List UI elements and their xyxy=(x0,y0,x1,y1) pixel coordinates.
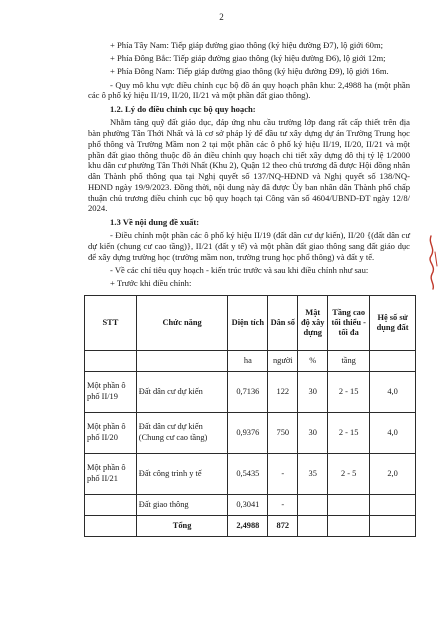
table-header-row xyxy=(85,295,416,350)
cell-floors xyxy=(328,494,370,515)
cell-stt: Một phần ô phố II/20 xyxy=(85,412,137,453)
boundary-southeast: + Phía Đông Nam: Tiếp giáp đường giao thông (ký hiệu đường Đ9), lộ giới 16m. xyxy=(110,66,389,77)
unit-area: ha xyxy=(228,350,268,371)
table-unit-row xyxy=(85,350,416,371)
scope-paragraph: - Quy mô khu vực điều chỉnh cục bộ đồ án quy hoạch phân khu: 2,4988 ha (một phần các ô phố ký hiệu II/19, II/20, II/21 và một phần đất giao thông). xyxy=(88,79,410,101)
cell-floors: 2 - 5 xyxy=(328,453,370,494)
header-stt: STT xyxy=(85,295,137,350)
table-row xyxy=(85,494,416,515)
unit-population: người xyxy=(268,350,298,371)
section-heading-1-3: 1.3 Về nội dung đề xuất: xyxy=(110,217,200,228)
header-area: Diện tích xyxy=(228,295,268,350)
cell-floors: 2 - 15 xyxy=(328,412,370,453)
reason-paragraph: Nhằm tăng quỹ đất giáo dục, đáp ứng nhu cầu trường lớp đang rất cấp thiết trên địa bàn phường Tân Thới Nhất và là cơ sở pháp lý để đầu tư xây dựng dự án Trường Trung học phổ thông và Trường Mầm non 2 tại một phần các ô phố ký hiệu II/19, II/20, II/21 và một phần đất giao thông thuộc đồ án điều chỉnh quy hoạch chi tiết xây dựng đô thị tỷ lệ 1/2000 khu dân cư phường Tân Thới Nhất (Khu 2), Quận 12 theo chủ trương đã được Hội đồng nhân dân Thành phố thông qua tại Nghị quyết số 137/NQ-HĐND và Nghị quyết số 138/NQ-HĐND ngày 19/9/2023. Đồng thời, nội dung này đã được Ủy ban nhân dân Thành phố chấp thuận chủ trương điều chỉnh cục bộ quy hoạch tại Công văn số 4604/UBND-ĐT ngày 12/8/ 2024. xyxy=(88,117,410,214)
boundary-southwest: + Phía Tây Nam: Tiếp giáp đường giao thông (ký hiệu đường Đ7), lộ giới 60m; xyxy=(110,40,384,50)
cell-area: 0,7136 xyxy=(228,371,268,412)
cell-stt: Một phần ô phố II/21 xyxy=(85,453,137,494)
header-land-use-ratio: Hệ số sử dụng đất xyxy=(370,295,416,350)
before-adjustment-item: + Trước khi điều chỉnh: xyxy=(110,278,192,289)
cell-stt xyxy=(85,494,137,515)
cell-density: 30 xyxy=(298,371,328,412)
cell-ratio: 4,0 xyxy=(370,412,416,453)
cell-density: 30 xyxy=(298,412,328,453)
cell-floors: 2 - 15 xyxy=(328,371,370,412)
cell-function: Đất dân cư dự kiến (Chung cư cao tầng) xyxy=(136,412,228,453)
total-area: 2,4988 xyxy=(228,515,268,536)
table-row xyxy=(85,412,416,453)
boundary-northeast: + Phía Đông Bắc: Tiếp giáp đường giao thông (ký hiệu đường Đ6), lộ giới 12m; xyxy=(110,53,386,64)
cell-population: - xyxy=(268,494,298,515)
cell-function: Đất giao thông xyxy=(136,494,228,515)
unit-floors: tầng xyxy=(328,350,370,371)
planning-indicator-table xyxy=(84,295,416,537)
cell-density: 35 xyxy=(298,453,328,494)
unit-density: % xyxy=(298,350,328,371)
cell-area: 0,9376 xyxy=(228,412,268,453)
cell-function: Đất công trình y tế xyxy=(136,453,228,494)
header-population: Dân số xyxy=(268,295,298,350)
cell-area: 0,5435 xyxy=(228,453,268,494)
margin-signature-mark xyxy=(425,232,441,292)
header-floors: Tầng cao tối thiểu - tối đa xyxy=(328,295,370,350)
cell-ratio: 4,0 xyxy=(370,371,416,412)
table-row xyxy=(85,371,416,412)
cell-ratio: 2,0 xyxy=(370,453,416,494)
cell-function: Đất dân cư dự kiến xyxy=(136,371,228,412)
cell-density xyxy=(298,494,328,515)
page-number: 2 xyxy=(219,12,224,22)
proposal-paragraph: - Điều chỉnh một phần các ô phố ký hiệu II/19 (đất dân cư dự kiến), II/20 {(đất dân cư dự kiến (chung cư cao tầng)}, II/21 (đất y tế) và một phần đất giao thông sang đất giáo dục để xây dựng trường học (trường mầm non, trường trung học phổ thông) và đất y tế. xyxy=(88,230,410,262)
indicator-item: - Về các chỉ tiêu quy hoạch - kiến trúc trước và sau khi điều chỉnh như sau: xyxy=(110,264,369,275)
document-body xyxy=(88,40,410,537)
total-population: 872 xyxy=(268,515,298,536)
table-total-row xyxy=(85,515,416,536)
total-label: Tổng xyxy=(136,515,228,536)
cell-population: 122 xyxy=(268,371,298,412)
cell-population: 750 xyxy=(268,412,298,453)
header-function: Chức năng xyxy=(136,295,228,350)
cell-area: 0,3041 xyxy=(228,494,268,515)
cell-stt: Một phần ô phố II/19 xyxy=(85,371,137,412)
header-density: Mật độ xây dựng xyxy=(298,295,328,350)
cell-ratio xyxy=(370,494,416,515)
table-row xyxy=(85,453,416,494)
cell-population: - xyxy=(268,453,298,494)
section-heading-1-2: 1.2. Lý do điều chỉnh cục bộ quy hoạch: xyxy=(110,104,256,115)
